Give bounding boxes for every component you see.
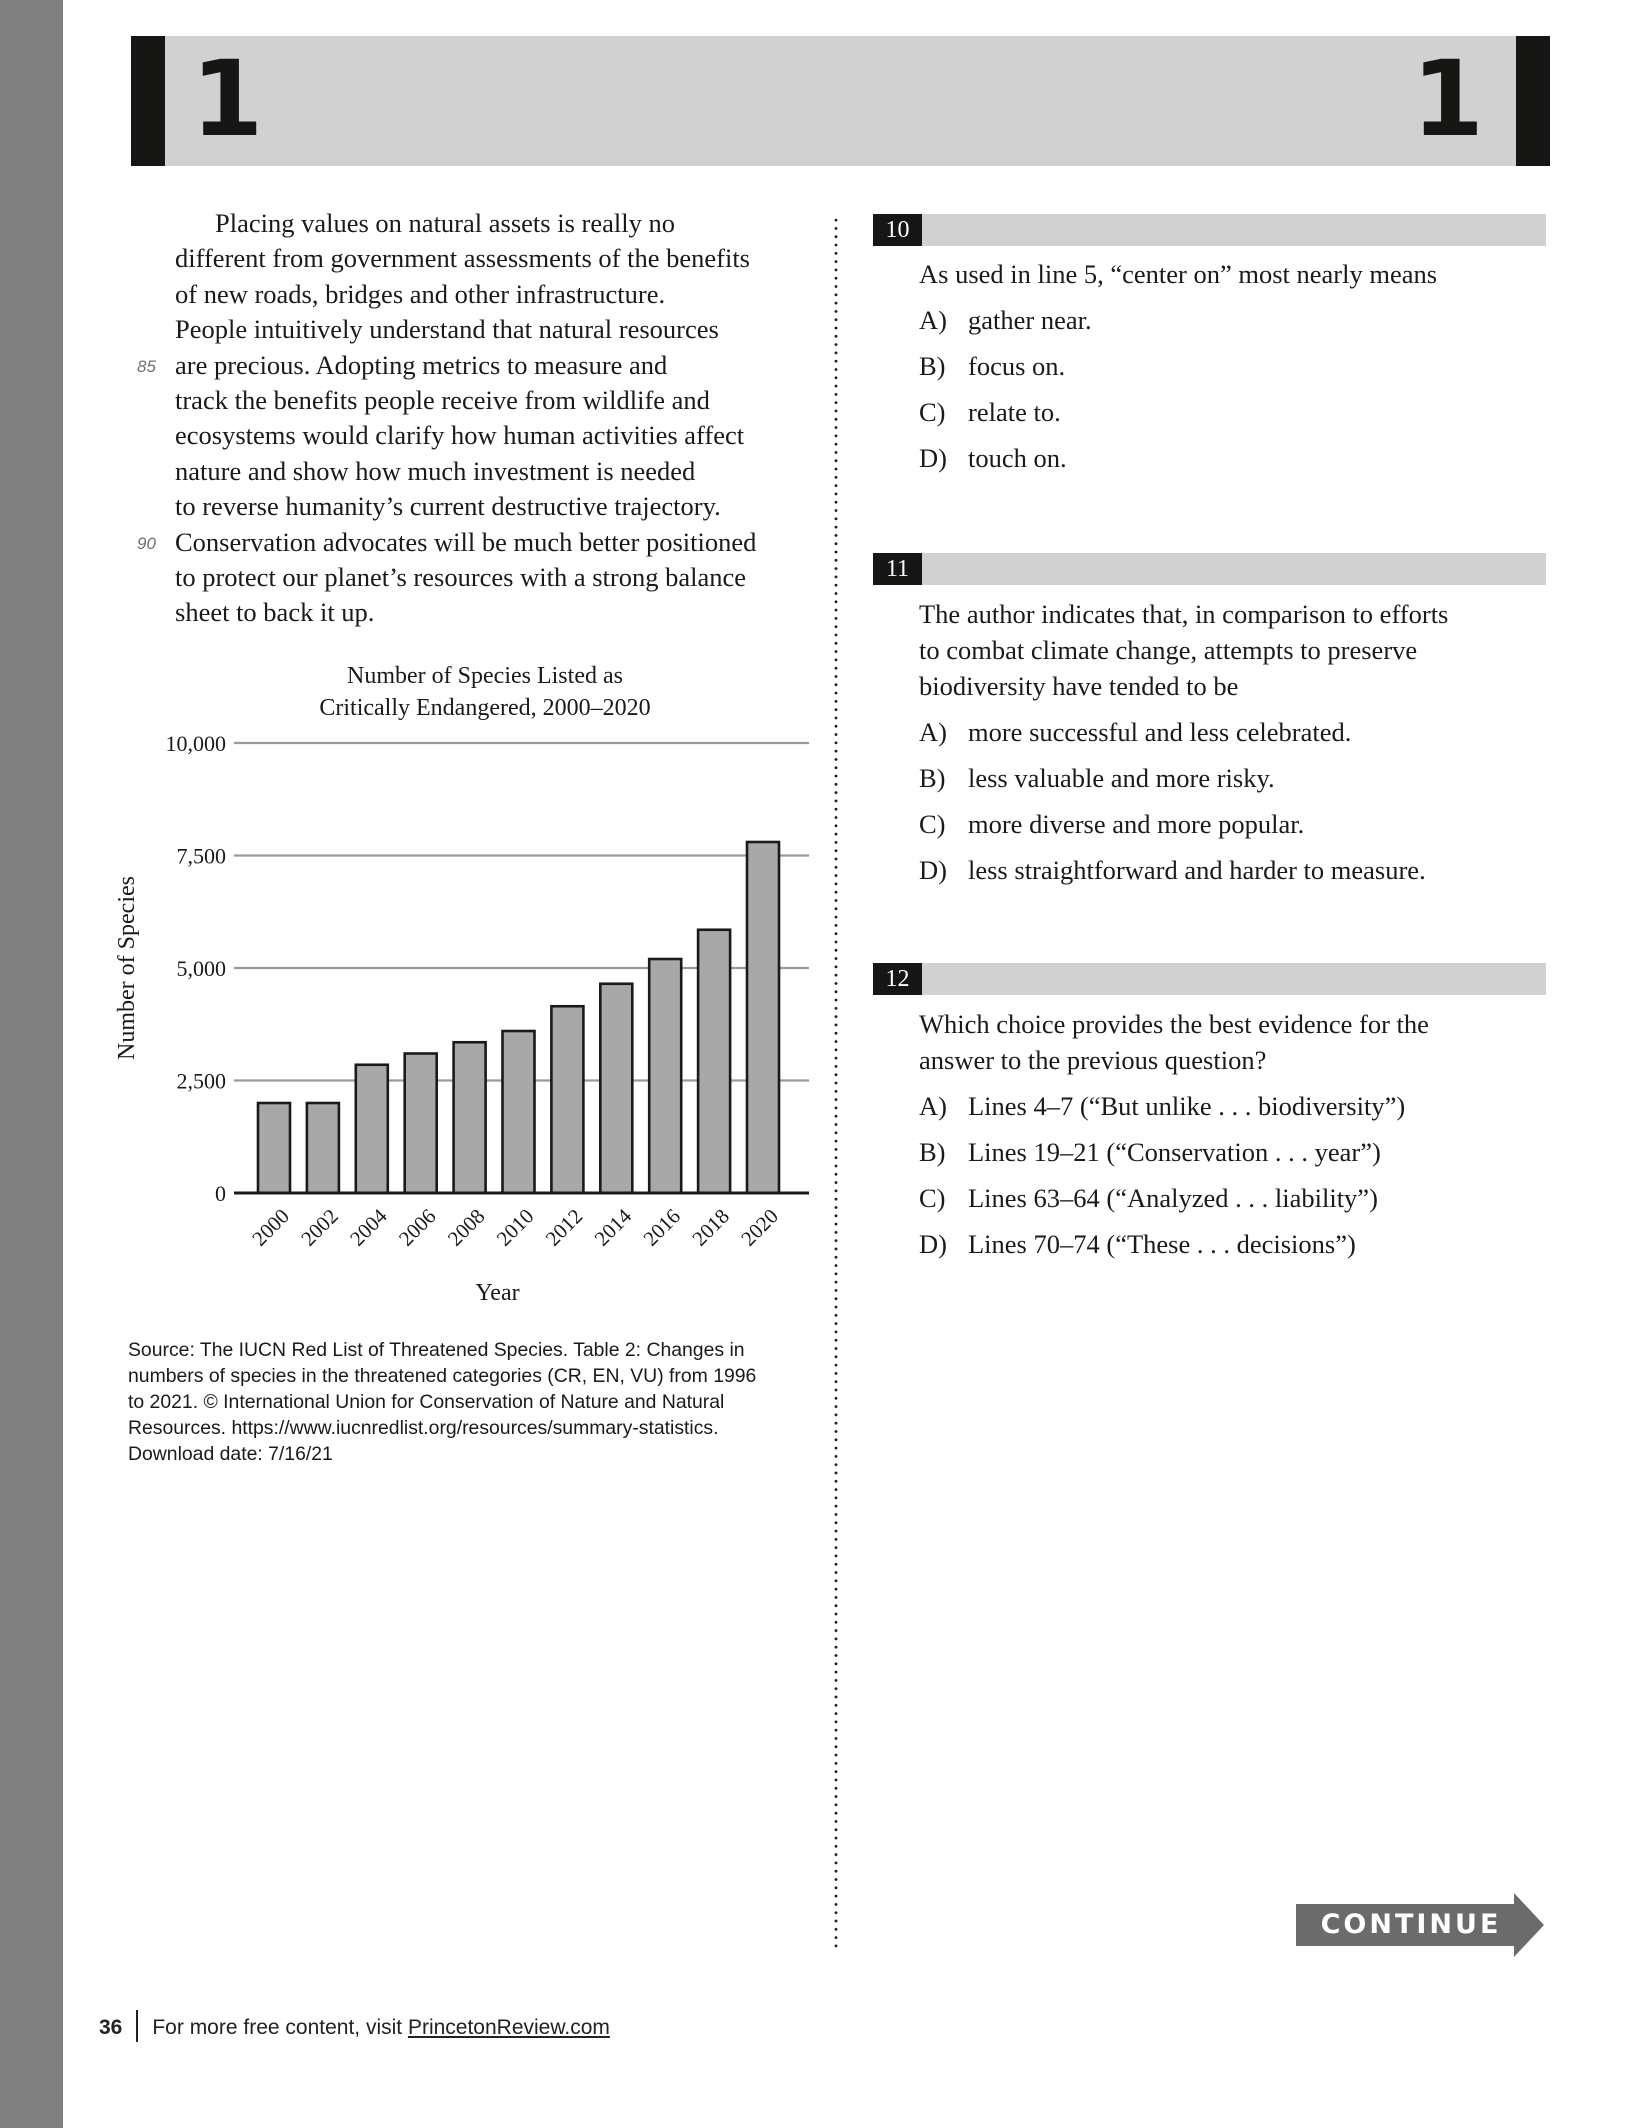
x-tick-label: 2014	[589, 1203, 637, 1251]
passage-line	[137, 383, 797, 418]
option-letter: C)	[919, 809, 946, 839]
column-divider	[834, 216, 838, 1950]
passage-line	[137, 418, 797, 453]
bar-2016	[649, 959, 681, 1193]
chart-title-line-1: Number of Species Listed as	[347, 663, 623, 689]
passage-line	[137, 454, 797, 489]
option-letter: D)	[919, 1229, 947, 1259]
question-prompt: As used in line 5, “center on” most nearly means	[919, 259, 1438, 289]
answer-option-b[interactable]	[919, 760, 1539, 796]
answer-option-a[interactable]	[919, 302, 1539, 338]
passage-text: of new roads, bridges and other infrastructure.	[175, 278, 666, 309]
passage-text: nature and show how much investment is needed	[175, 455, 696, 486]
continue-button[interactable]	[1296, 1893, 1544, 1957]
option-text: relate to.	[968, 397, 1061, 427]
princeton-review-link[interactable]: PrincetonReview.com	[407, 2016, 610, 2039]
answer-option-b[interactable]	[919, 1134, 1539, 1170]
page-number: 36	[99, 2016, 123, 2039]
source-line: Download date: 7/16/21	[128, 1443, 333, 1465]
section-number-left: 1	[191, 38, 264, 160]
option-text: less straightforward and harder to measure.	[968, 855, 1426, 885]
question-number: 11	[873, 553, 922, 585]
passage	[137, 206, 797, 631]
bar-2006	[405, 1054, 437, 1194]
continue-label: CONTINUE	[1320, 1909, 1502, 1940]
source-line: numbers of species in the threatened categories (CR, EN, VU) from 1996	[128, 1365, 757, 1387]
section-number-right: 1	[1411, 38, 1484, 160]
passage-text: to reverse humanity’s current destructive trajectory.	[175, 491, 721, 522]
passage-text: ecosystems would clarify how human activities affect	[175, 420, 745, 451]
x-tick-label: 2020	[736, 1203, 783, 1251]
option-text: Lines 70–74 (“These . . . decisions”)	[968, 1229, 1356, 1259]
passage-line	[137, 525, 797, 560]
x-tick-label: 2000	[247, 1203, 294, 1251]
x-tick-label: 2012	[540, 1203, 588, 1251]
answer-option-a[interactable]	[919, 714, 1539, 750]
option-text: Lines 19–21 (“Conservation . . . year”)	[968, 1137, 1381, 1167]
answer-option-b[interactable]	[919, 348, 1539, 384]
question-11	[919, 596, 1539, 888]
question-prompt: biodiversity have tended to be	[919, 671, 1239, 701]
option-letter: C)	[919, 397, 946, 427]
passage-text: sheet to back it up.	[175, 597, 375, 628]
option-text: touch on.	[968, 443, 1067, 473]
question-prompt: The author indicates that, in comparison to efforts	[919, 599, 1449, 629]
option-text: focus on.	[968, 351, 1066, 381]
question-header-bar	[873, 963, 1546, 995]
x-tick-label: 2004	[345, 1203, 392, 1251]
passage-line	[137, 348, 797, 383]
answer-option-c[interactable]	[919, 394, 1539, 430]
option-letter: A)	[919, 1091, 947, 1121]
passage-text: People intuitively understand that natural resources	[175, 314, 719, 345]
option-letter: B)	[919, 351, 946, 381]
header-left-bar	[131, 36, 165, 166]
x-tick-label: 2010	[491, 1203, 539, 1251]
question-header-bar	[873, 553, 1546, 585]
answer-option-d[interactable]	[919, 440, 1539, 476]
passage-text: different from government assessments of the benefits	[175, 243, 750, 274]
option-letter: D)	[919, 855, 947, 885]
option-letter: B)	[919, 763, 946, 793]
passage-text: track the benefits people receive from wildlife and	[175, 384, 710, 415]
question-prompt: to combat climate change, attempts to preserve	[919, 635, 1418, 665]
bar-2020	[747, 842, 779, 1193]
passage-text: Conservation advocates will be much better positioned	[175, 526, 757, 557]
chart-title-line-2: Critically Endangered, 2000–2020	[319, 695, 651, 721]
bar-chart	[100, 650, 820, 1320]
header-right-bar	[1516, 36, 1550, 166]
bar-2018	[698, 930, 730, 1193]
x-tick-label: 2002	[296, 1203, 343, 1251]
bar-2014	[600, 984, 632, 1193]
option-letter: D)	[919, 443, 947, 473]
bar-2004	[356, 1065, 388, 1193]
passage-line	[137, 560, 797, 595]
option-text: Lines 63–64 (“Analyzed . . . liability”)	[968, 1183, 1378, 1213]
option-letter: B)	[919, 1137, 946, 1167]
bar-2012	[551, 1006, 583, 1193]
option-text: less valuable and more risky.	[968, 763, 1275, 793]
option-text: Lines 4–7 (“But unlike . . . biodiversity”)	[968, 1091, 1406, 1121]
answer-option-c[interactable]	[919, 806, 1539, 842]
passage-line	[137, 241, 797, 276]
option-text: more diverse and more popular.	[968, 809, 1305, 839]
answer-option-c[interactable]	[919, 1180, 1539, 1216]
passage-text: Placing values on natural assets is really no	[215, 208, 675, 238]
answer-option-a[interactable]	[919, 1088, 1539, 1124]
page-edge-strip	[0, 0, 63, 2128]
chart-plot	[100, 650, 820, 1320]
option-letter: A)	[919, 717, 947, 747]
question-prompt: Which choice provides the best evidence for the	[919, 1009, 1429, 1039]
x-tick-label: 2008	[442, 1203, 490, 1251]
passage-text: to protect our planet’s resources with a strong balance	[175, 561, 747, 592]
source-line: to 2021. © International Union for Conservation of Nature and Natural	[128, 1391, 725, 1413]
source-line: Resources. https://www.iucnredlist.org/resources/summary-statistics.	[128, 1417, 719, 1439]
option-text: gather near.	[968, 305, 1092, 335]
question-prompt: answer to the previous question?	[919, 1045, 1267, 1075]
answer-option-d[interactable]	[919, 852, 1539, 888]
question-number: 10	[873, 214, 922, 246]
option-letter: A)	[919, 305, 947, 335]
bar-2008	[454, 1042, 486, 1193]
passage-line	[137, 206, 797, 241]
y-tick-label: 0	[215, 1181, 226, 1206]
line-number: 85	[137, 356, 156, 376]
line-number: 90	[137, 533, 156, 553]
y-tick-label: 10,000	[165, 731, 226, 756]
answer-option-d[interactable]	[919, 1226, 1539, 1262]
passage-line	[137, 312, 797, 347]
page-footer	[99, 2010, 610, 2046]
footer-text: For more free content, visit	[152, 2016, 408, 2039]
x-tick-label: 2006	[393, 1203, 441, 1251]
passage-text: are precious. Adopting metrics to measure and	[175, 349, 668, 380]
question-10	[919, 256, 1539, 476]
footer-separator	[136, 2010, 138, 2042]
chart-source-note	[128, 1337, 788, 1467]
bar-2000	[258, 1103, 290, 1193]
passage-line	[137, 595, 797, 630]
x-axis-title: Year	[475, 1280, 520, 1306]
bar-2010	[503, 1031, 535, 1193]
y-tick-label: 7,500	[176, 843, 226, 869]
passage-line	[137, 489, 797, 524]
bar-2002	[307, 1103, 339, 1193]
option-letter: C)	[919, 1183, 946, 1213]
y-tick-label: 5,000	[176, 956, 226, 981]
y-axis-title: Number of Species	[114, 876, 140, 1060]
x-tick-label: 2018	[687, 1203, 735, 1251]
y-tick-label: 2,500	[176, 1068, 226, 1094]
x-tick-label: 2016	[638, 1203, 686, 1251]
source-line: Source: The IUCN Red List of Threatened Species. Table 2: Changes in	[128, 1339, 745, 1361]
question-number: 12	[873, 963, 922, 995]
question-12	[919, 1006, 1539, 1262]
passage-line	[137, 277, 797, 312]
section-header	[131, 36, 1550, 166]
option-text: more successful and less celebrated.	[968, 717, 1352, 747]
question-header-bar	[873, 214, 1546, 246]
